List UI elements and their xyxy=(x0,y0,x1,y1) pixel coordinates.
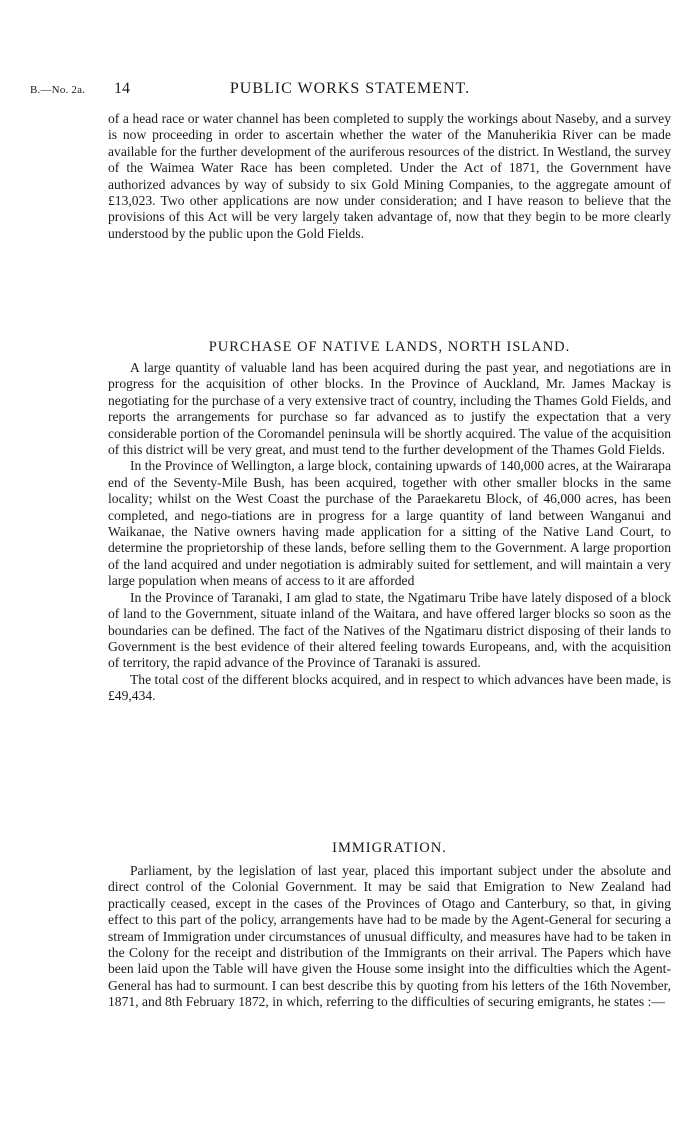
document-reference: B.—No. 2a. xyxy=(30,84,86,96)
section-immigration-body xyxy=(108,863,671,1011)
paragraph: In the Province of Wellington, a large block, containing upwards of 140,000 acres, at the Wairarapa end of the Seventy-Mile Bush, has been acquired, together with other smaller blocks in the same locality; whilst on the West Coast the purchase of the Paraekaretu Block, of 46,000 acres, has been completed, and nego-tiations are in progress for a large quantity of land between Wanganui and Waikanae, the Native owners having made application for a sitting of the Native Land Court, to determine the proprietorship of these lands, before selling them to the Government. A large proportion of the land acquired and under negotiation is admirably suited for settlement, and will maintain a very large population when means of access to it are afforded xyxy=(108,458,671,589)
section-heading-immigration: IMMIGRATION. xyxy=(332,840,447,856)
section-heading-native-lands: PURCHASE OF NATIVE LANDS, NORTH ISLAND. xyxy=(208,339,571,355)
page-header xyxy=(30,80,670,102)
paragraph: A large quantity of valuable land has been acquired during the past year, and negotiations are in progress for the acquisition of other blocks. In the Province of Auckland, Mr. James Mackay is negotiating for the purchase of a very extensive tract of country, including the Thames Gold Fields, and reports the arrangements for purchase so far advanced as to justify the expectation that a very considerable portion of the Coromandel peninsula will be shortly acquired. The value of the acquisition of this district will be very great, and must tend to the further development of the Thames Gold Fields. xyxy=(108,360,671,458)
paragraph: In the Province of Taranaki, I am glad to state, the Ngatimaru Tribe have lately disposed of a block of land to the Government, situate inland of the Waitara, and have offered larger blocks so soon as the boundaries can be defined. The fact of the Natives of the Ngatimaru district disposing of their lands to Government is the best evidence of their altered feeling towards Europeans, and, with the acquisition of territory, the rapid advance of the Province of Taranaki is assured. xyxy=(108,589,671,671)
paragraph: of a head race or water channel has been completed to supply the workings about Naseby, and a survey is now proceeding in order to ascertain whether the water of the Manuherikia River can be made available for the further development of the auriferous resources of the district. In Westland, the survey of the Waimea Water Race has been completed. Under the Act of 1871, the Government have authorized advances by way of subsidy to six Gold Mining Companies, to the aggregate amount of £13,023. Two other applications are now under consideration; and I have reason to believe that the provisions of this Act will be very largely taken advantage of, now that they begin to be more clearly understood by the public upon the Gold Fields. xyxy=(108,111,671,241)
paragraph: The total cost of the different blocks acquired, and in respect to which advances have been made, is £49,434. xyxy=(108,671,671,704)
paragraph: Parliament, by the legislation of last year, placed this important subject under the absolute and direct control of the Colonial Government. It may be said that Emigration to New Zealand had practically ceased, except in the cases of the Provinces of Otago and Canterbury, so that, in giving effect to this part of the policy, arrangements have had to be made by the Agent-General for securing a stream of Immigration under circumstances of unusual difficulty, and measures have had to be taken in the Colony for the receipt and distribution of the Immigrants on their arrival. The Papers which have been laid upon the Table will have given the House some insight into the difficulties which the Agent-General has had to surmount. I can best describe this by quoting from his letters of the 16th November, 1871, and 8th February 1872, in which, referring to the difficulties of securing emigrants, he states :— xyxy=(108,863,671,1010)
page-number: 14 xyxy=(114,80,130,97)
section-gold-fields xyxy=(108,111,671,242)
running-title: PUBLIC WORKS STATEMENT. xyxy=(229,80,471,97)
section-immigration xyxy=(108,840,671,857)
section-native-lands xyxy=(108,339,671,356)
section-native-lands-body xyxy=(108,360,671,705)
